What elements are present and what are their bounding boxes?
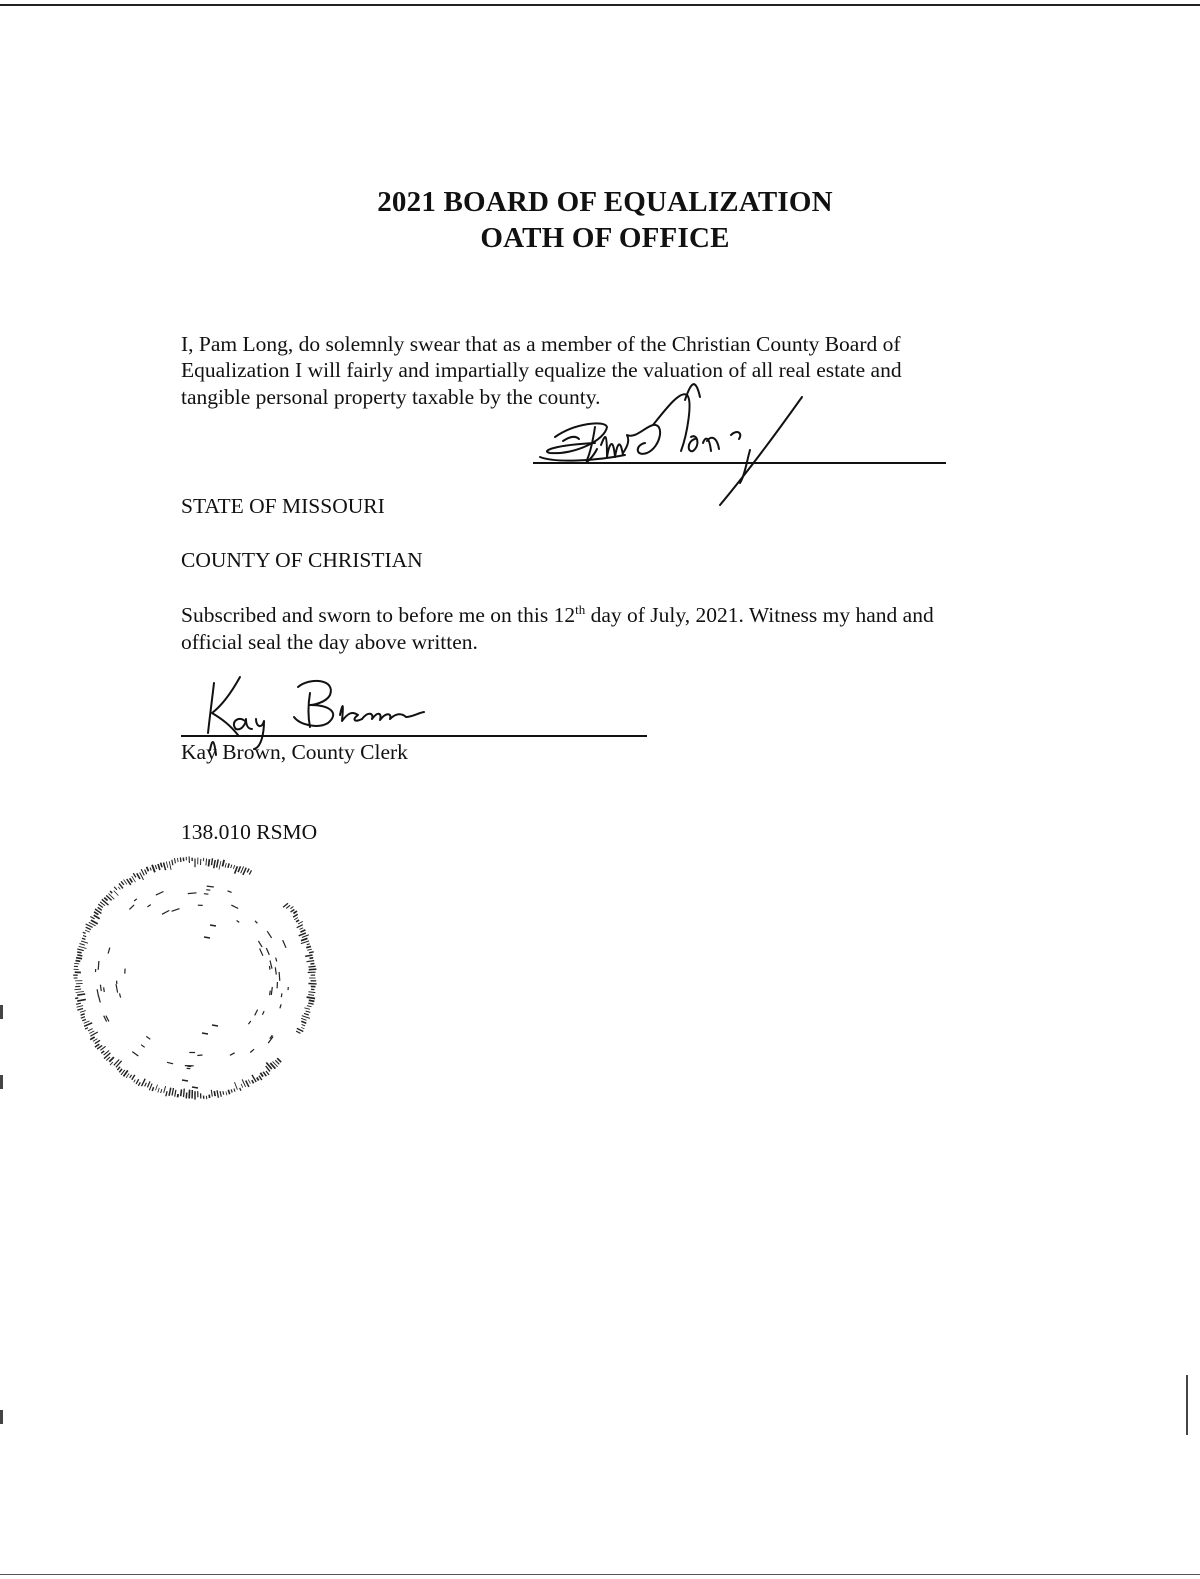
subscribed-line-2: official seal the day above written. bbox=[181, 630, 478, 654]
subscribed-text-end: day of July, 2021. Witness my hand and bbox=[585, 603, 934, 627]
oath-text-line-1: I, Pam Long, do solemnly swear that as a member of the Christian County Board of bbox=[181, 332, 901, 356]
document-title: 2021 BOARD OF EQUALIZATION bbox=[377, 186, 833, 218]
oath-text-line-2: Equalization I will fairly and impartially equalize the valuation of all real estate and bbox=[181, 358, 902, 382]
scan-edge-mark bbox=[1186, 1375, 1188, 1435]
county-seal-emboss bbox=[62, 855, 332, 1105]
document-subtitle: OATH OF OFFICE bbox=[480, 222, 730, 254]
statute-reference: 138.010 RSMO bbox=[181, 820, 318, 844]
oath-text-line-3: tangible personal property taxable by the county. bbox=[181, 385, 601, 409]
scan-edge-mark bbox=[0, 1410, 3, 1424]
member-signature bbox=[535, 365, 835, 525]
county-label: COUNTY OF CHRISTIAN bbox=[181, 548, 423, 572]
subscribed-text-start: Subscribed and sworn to before me on this 12 bbox=[181, 603, 576, 627]
scan-edge-mark bbox=[0, 1005, 3, 1019]
ordinal-suffix: th bbox=[575, 602, 586, 617]
scan-top-border bbox=[0, 4, 1200, 6]
state-label: STATE OF MISSOURI bbox=[181, 494, 385, 518]
clerk-caption: Kay Brown, County Clerk bbox=[181, 740, 408, 764]
subscribed-line-1 bbox=[181, 602, 934, 629]
scan-bottom-border bbox=[0, 1574, 1200, 1575]
scan-edge-mark bbox=[0, 1075, 3, 1089]
